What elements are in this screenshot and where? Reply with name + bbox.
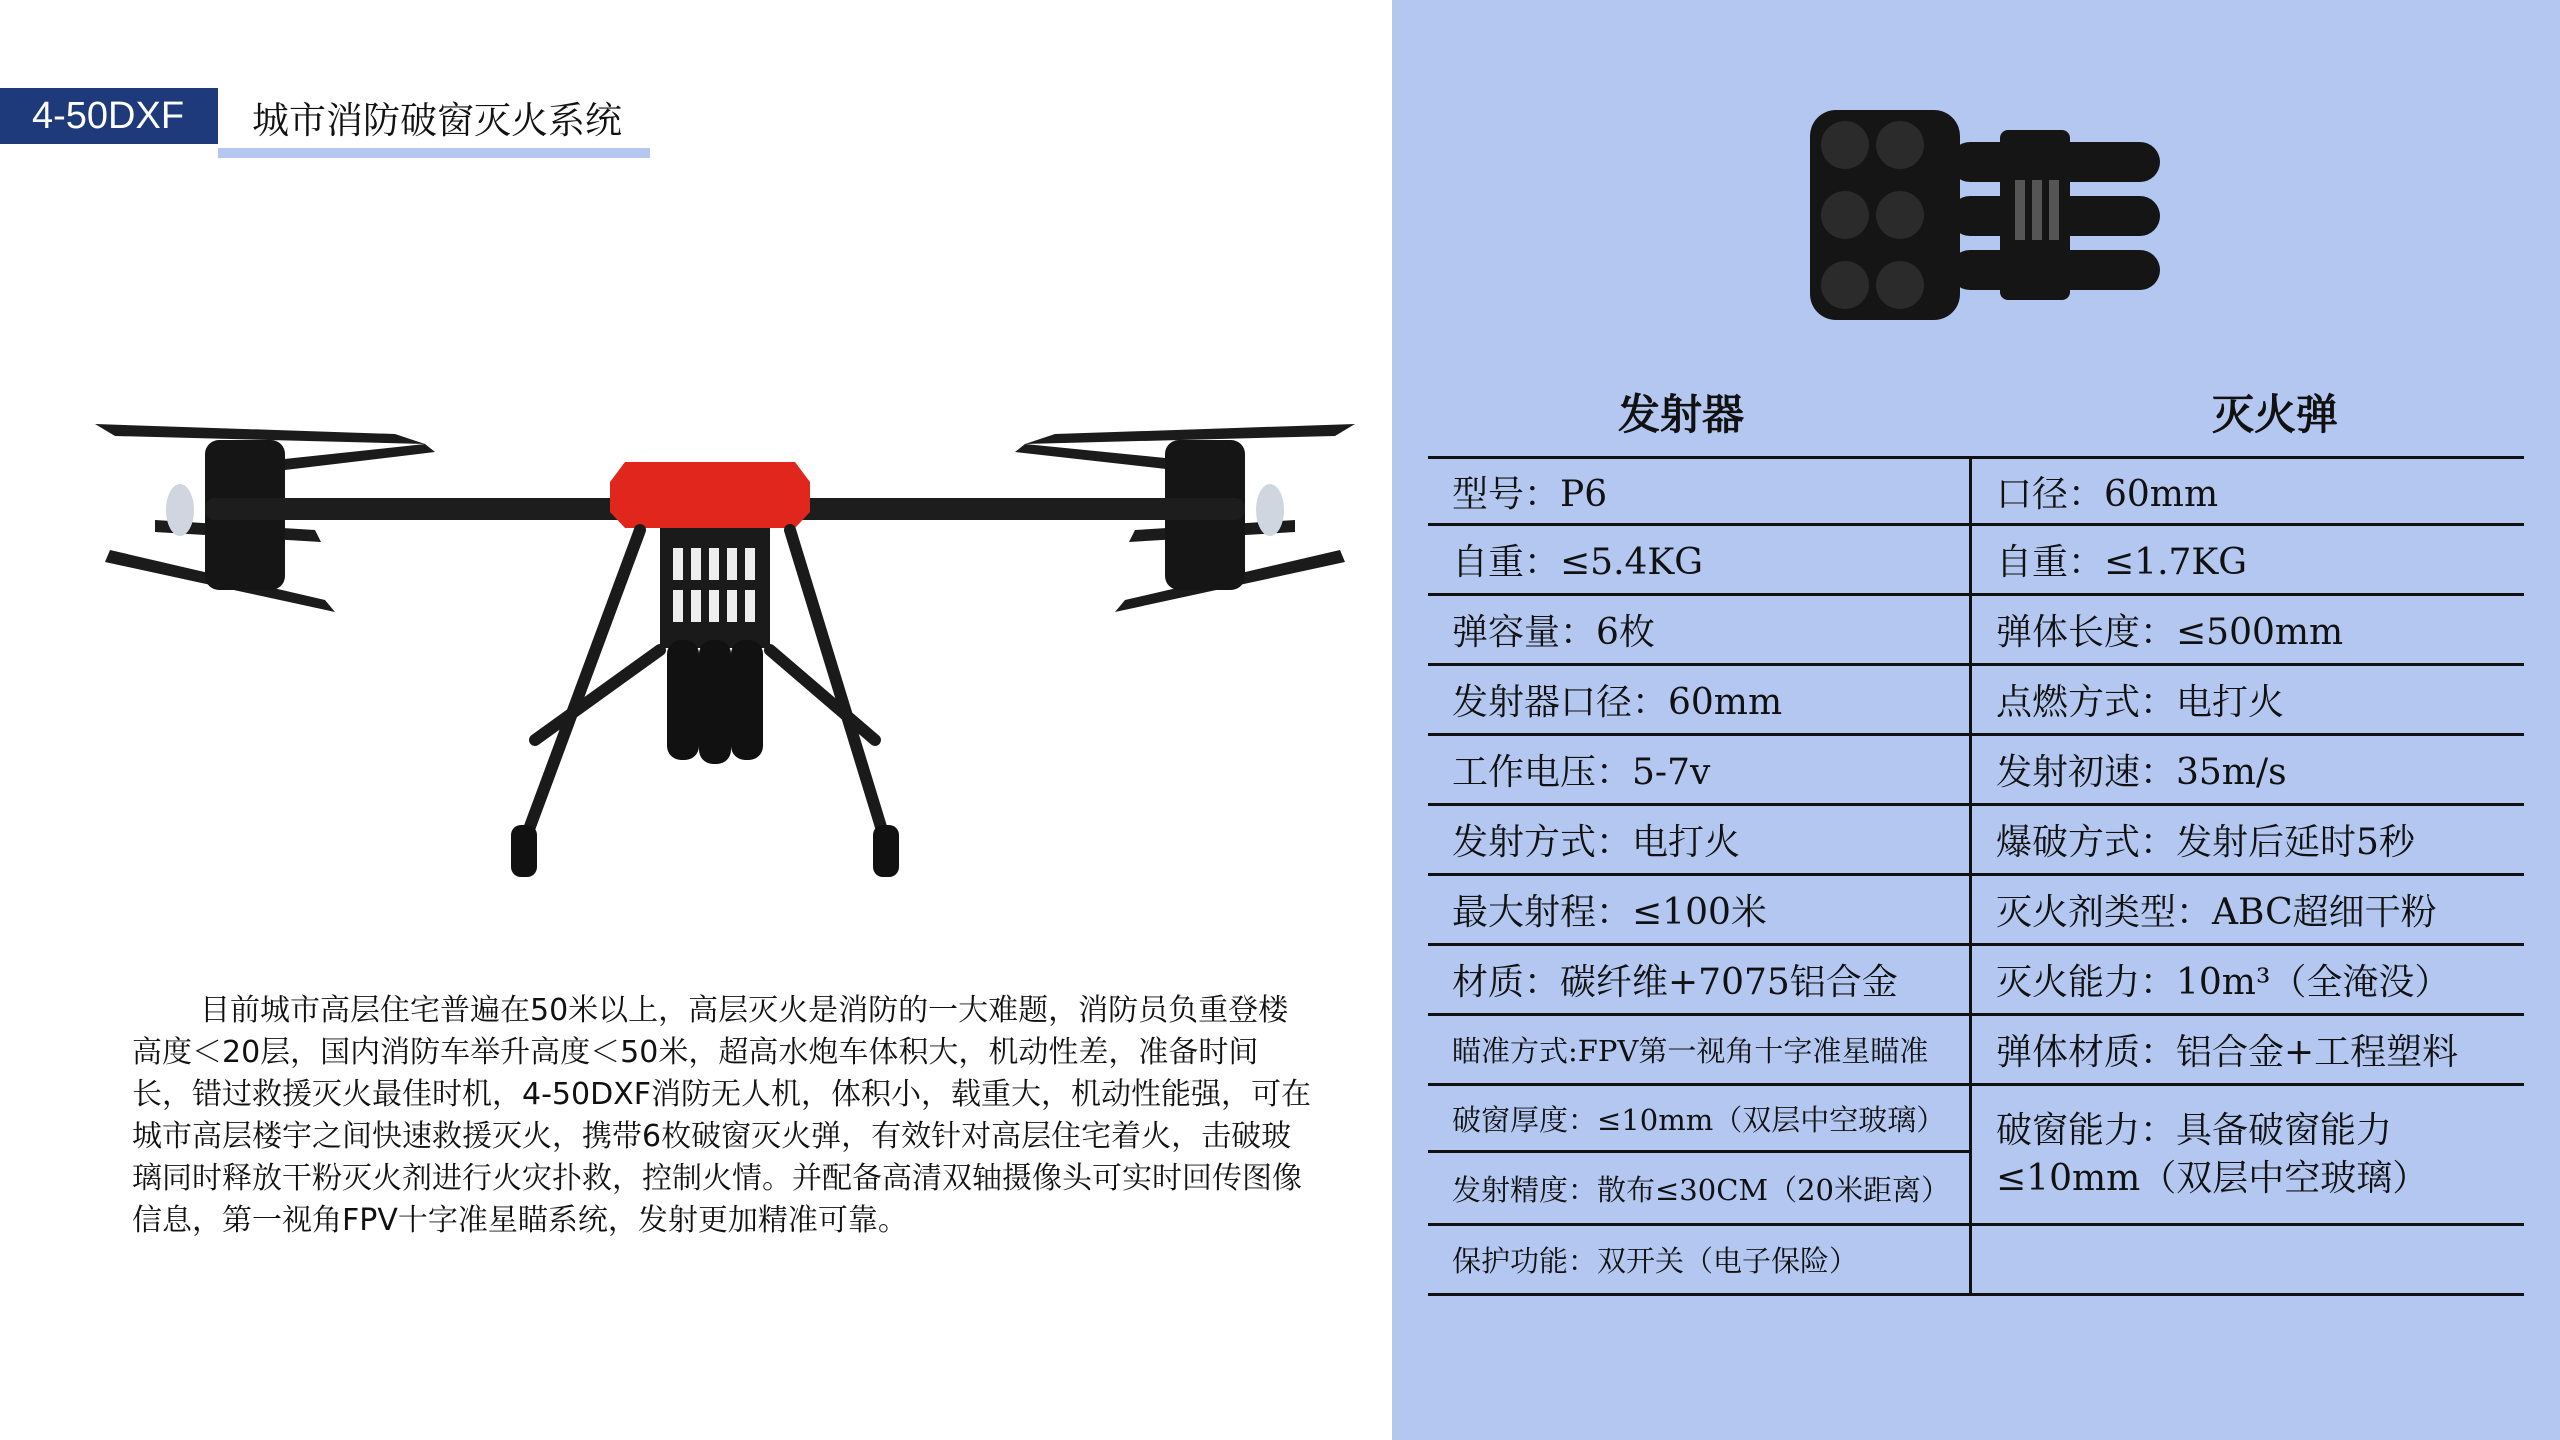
spec-cell: 破窗厚度：≤10mm（双层中空玻璃） bbox=[1428, 1086, 1969, 1153]
spec-cell: 灭火能力：10m³（全淹没） bbox=[1996, 962, 2451, 1003]
payload-frame bbox=[660, 528, 770, 648]
spec-cell: 发射方式：电打火 bbox=[1428, 806, 1972, 873]
spec-cell: 自重：≤1.7KG bbox=[1996, 542, 2248, 583]
spec-cell: 弹体材质：铝合金+工程塑料 bbox=[1996, 1032, 2459, 1073]
drone-body bbox=[610, 462, 810, 528]
landing-foot bbox=[873, 825, 899, 877]
spec-line: 破窗能力：具备破窗能力 bbox=[1996, 1109, 2393, 1151]
landing-foot bbox=[511, 825, 537, 877]
model-tag: 4-50DXF bbox=[0, 88, 218, 144]
spec-cell: 材质：碳纤维+7075铝合金 bbox=[1428, 946, 1972, 1013]
table-row bbox=[1428, 736, 2524, 806]
spec-cell: 灭火剂类型：ABC超细干粉 bbox=[1996, 892, 2437, 933]
led-light-left bbox=[166, 484, 194, 536]
launcher-tube bbox=[667, 640, 699, 760]
table-row bbox=[1428, 666, 2524, 736]
table-row bbox=[1428, 596, 2524, 666]
page-title: 城市消防破窗灭火系统 bbox=[252, 99, 622, 142]
launcher-tube bbox=[731, 640, 763, 760]
spec-cell: 最大射程：≤100米 bbox=[1428, 876, 1972, 943]
spec-cell: 发射精度：散布≤30CM（20米距离） bbox=[1452, 1172, 1950, 1207]
launcher-header: 发射器 bbox=[1618, 390, 1745, 439]
spec-cell: 型号：P6 bbox=[1428, 459, 1972, 523]
led-light-right bbox=[1256, 484, 1284, 536]
drone-image bbox=[95, 400, 1355, 900]
spec-cell-merged bbox=[1972, 1086, 2516, 1223]
description-text: 目前城市高层住宅普遍在50米以上，高层灭火是消防的一大难题，消防员负重登楼高度＜20层，国内消防车举升高度＜50米，超高水炮车体积大，机动性差，准备时间长，错过救援灭火最佳时机，4-50DXF消防无人机，体积小，载重大，机动性能强，可在城市高层楼宇之间快速救援灭火，携带6枚破窗灭火弹，有效针对高层住宅着火，击破玻璃同时释放干粉灭火剂进行火灾扑救，控制火情。并配备高清双轴摄像头可实时回传图像信息，第一视角FPV十字准星瞄系统，发射更加精准可靠。 bbox=[132, 993, 1311, 1238]
spec-line: ≤10mm（双层中空玻璃） bbox=[1996, 1157, 2429, 1199]
spec-cell: 弹容量：6枚 bbox=[1428, 596, 1972, 663]
spec-cell: 工作电压：5-7v bbox=[1428, 736, 1972, 803]
spec-cell: 瞄准方式:FPV第一视角十字准星瞄准 bbox=[1428, 1016, 1972, 1083]
table-row bbox=[1428, 1086, 2524, 1226]
spec-cell bbox=[1972, 1226, 2516, 1293]
landing-leg-brace bbox=[770, 650, 875, 740]
spec-cell: 发射器口径：60mm bbox=[1428, 666, 1972, 733]
spec-cell-stack bbox=[1428, 1086, 1972, 1223]
launcher-tube bbox=[699, 640, 731, 764]
landing-leg bbox=[525, 530, 640, 840]
launcher-image bbox=[1800, 100, 2220, 330]
ammo-header: 灭火弹 bbox=[2212, 390, 2339, 439]
propeller-blade bbox=[1015, 444, 1185, 470]
table-row bbox=[1428, 1016, 2524, 1086]
spec-cell: 自重：≤5.4KG bbox=[1428, 526, 1972, 593]
spec-table bbox=[1428, 456, 2524, 1296]
title-underline bbox=[218, 148, 650, 158]
spec-cell: 点燃方式：电打火 bbox=[1996, 682, 2285, 723]
landing-leg-brace bbox=[535, 650, 660, 740]
table-row bbox=[1428, 946, 2524, 1016]
table-row bbox=[1428, 456, 2524, 526]
spec-cell: 保护功能：双开关（电子保险） bbox=[1428, 1226, 1972, 1293]
spec-cell: 弹体长度：≤500mm bbox=[1996, 612, 2344, 653]
spec-cell: 口径：60mm bbox=[1996, 473, 2219, 515]
spec-cell: 爆破方式：发射后延时5秒 bbox=[1996, 822, 2415, 863]
propeller-blade bbox=[275, 444, 435, 470]
table-row bbox=[1428, 876, 2524, 946]
table-row bbox=[1428, 1226, 2524, 1296]
table-row bbox=[1428, 526, 2524, 596]
table-row bbox=[1428, 806, 2524, 876]
spec-cell: 发射初速：35m/s bbox=[1996, 752, 2287, 793]
